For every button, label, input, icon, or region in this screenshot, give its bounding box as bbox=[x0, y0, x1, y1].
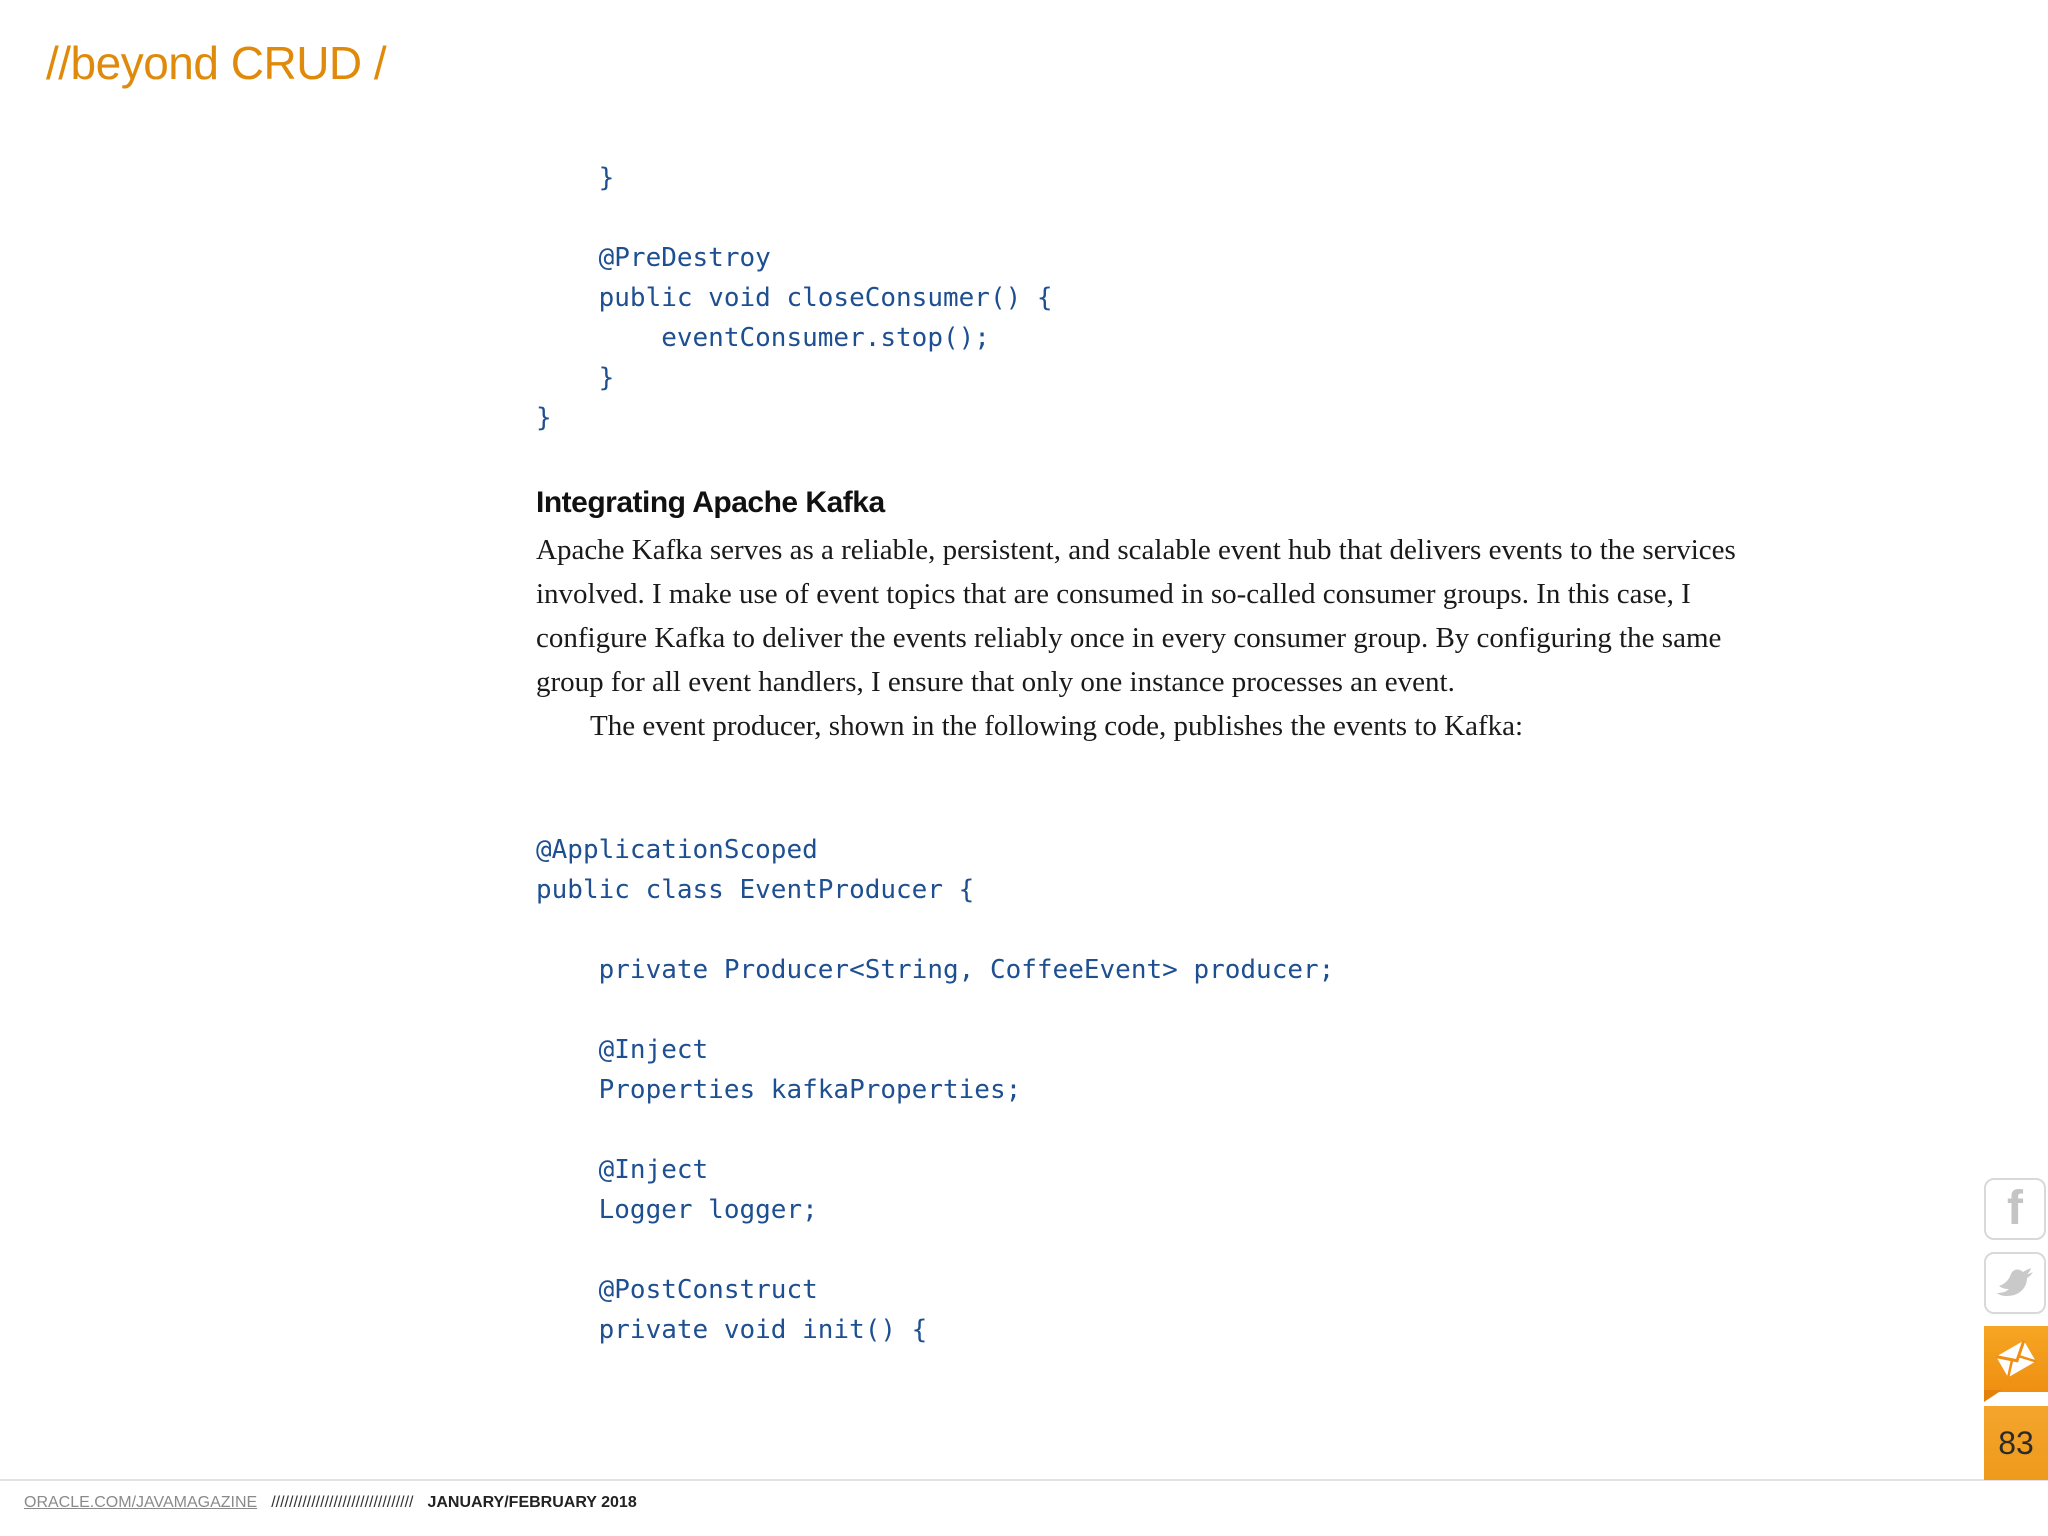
twitter-icon bbox=[1995, 1266, 2035, 1300]
paragraph-kafka-intro: Apache Kafka serves as a reliable, persistent, and scalable event hub that delivers events to the services involved. I make use of event topics that are consumed in so-called consumer groups. In this case, I configure Kafka to deliver the events reliably once in every consumer group. By configuring the same group for all event handlers, I ensure that only one instance processes an event. bbox=[536, 534, 1736, 698]
email-button-tail bbox=[1984, 1390, 2002, 1402]
facebook-share-button[interactable] bbox=[1984, 1178, 2046, 1240]
footer bbox=[24, 1494, 637, 1512]
code-block-event-producer: @ApplicationScoped public class EventProducer { private Producer<String, CoffeeEvent> producer; @Inject Properties kafkaProperties; @Inject Logger logger; @PostConstruct private void init() { bbox=[536, 835, 1335, 1345]
page-number: 83 bbox=[1984, 1406, 2048, 1480]
issue-date: JANUARY/FEBRUARY 2018 bbox=[427, 1494, 637, 1511]
code-block-close-consumer: } @PreDestroy public void closeConsumer() { eventConsumer.stop(); } } bbox=[536, 163, 1053, 433]
email-share-button[interactable] bbox=[1984, 1326, 2048, 1392]
section-heading: Integrating Apache Kafka bbox=[536, 486, 885, 519]
email-icon bbox=[1993, 1336, 2039, 1382]
facebook-icon: f bbox=[2007, 1182, 2023, 1235]
twitter-share-button[interactable] bbox=[1984, 1252, 2046, 1314]
paragraph-event-producer: The event producer, shown in the following code, publishes the events to Kafka: bbox=[590, 710, 1524, 742]
section-title: //beyond CRUD / bbox=[46, 37, 387, 89]
article-body bbox=[536, 528, 1776, 748]
magazine-link[interactable]: ORACLE.COM/JAVAMAGAZINE bbox=[24, 1494, 258, 1511]
footer-divider bbox=[0, 1479, 2048, 1481]
footer-slashes: //////////////////////////////// bbox=[271, 1494, 414, 1511]
